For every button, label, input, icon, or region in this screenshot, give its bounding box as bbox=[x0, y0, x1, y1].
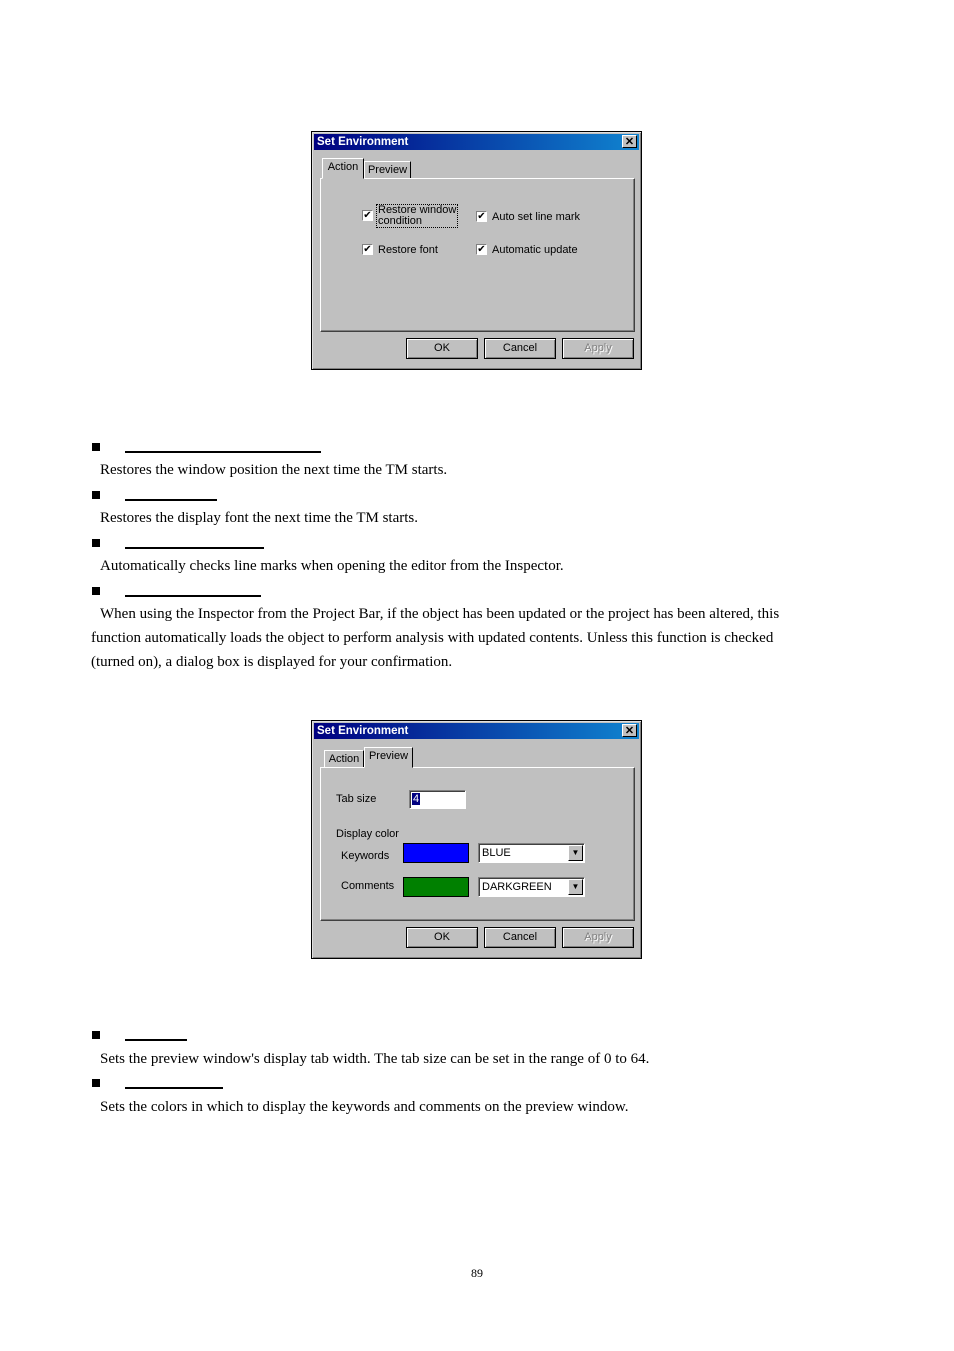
bullet-tab-size bbox=[92, 1031, 100, 1039]
heading-underline-auto-set-line-mark bbox=[125, 546, 264, 549]
restore-window-label-line1: Restore window bbox=[378, 204, 457, 216]
bullet-automatic-update bbox=[92, 587, 100, 595]
display-color-label: Display color bbox=[336, 828, 399, 840]
auto-set-line-mark-label: Auto set line mark bbox=[492, 211, 581, 223]
set-environment-dialog-preview bbox=[311, 720, 642, 959]
desc-restore-font: Restores the display font the next time the TM starts. bbox=[100, 510, 419, 526]
keywords-color-select[interactable] bbox=[478, 843, 585, 863]
restore-font-checkbox[interactable]: ✔ bbox=[363, 244, 372, 255]
close-icon[interactable]: ✕ bbox=[622, 724, 637, 737]
desc-auto-set-line-mark: Automatically checks line marks when opening the editor from the Inspector. bbox=[100, 558, 564, 574]
bullet-display-color bbox=[92, 1079, 100, 1087]
keywords-label: Keywords bbox=[341, 850, 390, 862]
dialog-title: Set Environment bbox=[317, 136, 409, 148]
tab-action[interactable]: Action bbox=[324, 750, 364, 768]
heading-underline-tab-size bbox=[125, 1038, 187, 1041]
tab-size-value: 4 bbox=[413, 793, 420, 805]
cancel-button[interactable]: Cancel bbox=[484, 338, 556, 359]
tab-panel-action bbox=[320, 178, 635, 332]
restore-window-label bbox=[376, 204, 458, 228]
tab-preview[interactable]: Preview bbox=[364, 747, 413, 768]
desc-restore-window: Restores the window position the next time the TM starts. bbox=[100, 462, 448, 478]
heading-underline-automatic-update bbox=[125, 594, 261, 597]
tab-panel-preview bbox=[320, 767, 635, 921]
tab-strip bbox=[320, 747, 635, 769]
dialog-titlebar bbox=[314, 723, 639, 739]
desc-tab-size: Sets the preview window's display tab width. The tab size can be set in the range of 0 to 64. bbox=[100, 1051, 650, 1067]
heading-underline-display-color bbox=[125, 1086, 223, 1089]
restore-window-label-line2: condition bbox=[378, 215, 423, 227]
restore-window-checkbox[interactable]: ✔ bbox=[363, 210, 372, 221]
auto-set-line-mark-checkbox[interactable]: ✔ bbox=[477, 211, 486, 222]
close-icon[interactable]: ✕ bbox=[622, 135, 637, 148]
automatic-update-label: Automatic update bbox=[492, 244, 578, 256]
cancel-button[interactable]: Cancel bbox=[484, 927, 556, 948]
dialog-titlebar bbox=[314, 134, 639, 150]
bullet-restore-window bbox=[92, 443, 100, 451]
dialog-title: Set Environment bbox=[317, 725, 409, 737]
comments-color-value: DARKGREEN bbox=[482, 881, 552, 893]
ok-button[interactable]: OK bbox=[406, 927, 478, 948]
comments-color-swatch bbox=[403, 877, 469, 897]
chevron-down-icon[interactable]: ▼ bbox=[568, 879, 583, 895]
heading-underline-restore-window bbox=[125, 450, 321, 453]
desc-automatic-update-line2: function automatically loads the object to perform analysis with updated contents. Unless this function is checked bbox=[91, 630, 774, 646]
set-environment-dialog-action bbox=[311, 131, 642, 370]
apply-button[interactable]: Apply bbox=[562, 338, 634, 359]
bullet-restore-font bbox=[92, 491, 100, 499]
apply-button[interactable]: Apply bbox=[562, 927, 634, 948]
tab-size-label: Tab size bbox=[336, 793, 377, 805]
tab-preview[interactable]: Preview bbox=[364, 161, 411, 179]
bullet-auto-set-line-mark bbox=[92, 539, 100, 547]
keywords-color-swatch bbox=[403, 843, 469, 863]
tab-size-input[interactable] bbox=[409, 790, 466, 809]
heading-underline-restore-font bbox=[125, 498, 217, 501]
tab-action[interactable]: Action bbox=[322, 158, 364, 179]
desc-automatic-update-line3: (turned on), a dialog box is displayed for your confirmation. bbox=[91, 654, 453, 670]
keywords-color-value: BLUE bbox=[482, 847, 511, 859]
tab-strip bbox=[320, 158, 635, 180]
restore-font-label: Restore font bbox=[378, 244, 438, 256]
desc-display-color: Sets the colors in which to display the keywords and comments on the preview window. bbox=[100, 1099, 629, 1115]
ok-button[interactable]: OK bbox=[406, 338, 478, 359]
automatic-update-checkbox[interactable]: ✔ bbox=[477, 244, 486, 255]
comments-label: Comments bbox=[341, 880, 395, 892]
chevron-down-icon[interactable]: ▼ bbox=[568, 845, 583, 861]
desc-automatic-update-line1: When using the Inspector from the Project Bar, if the object has been updated or the project has been altered, this bbox=[100, 606, 780, 622]
comments-color-select[interactable] bbox=[478, 877, 585, 897]
page-number: 89 bbox=[471, 1266, 483, 1280]
